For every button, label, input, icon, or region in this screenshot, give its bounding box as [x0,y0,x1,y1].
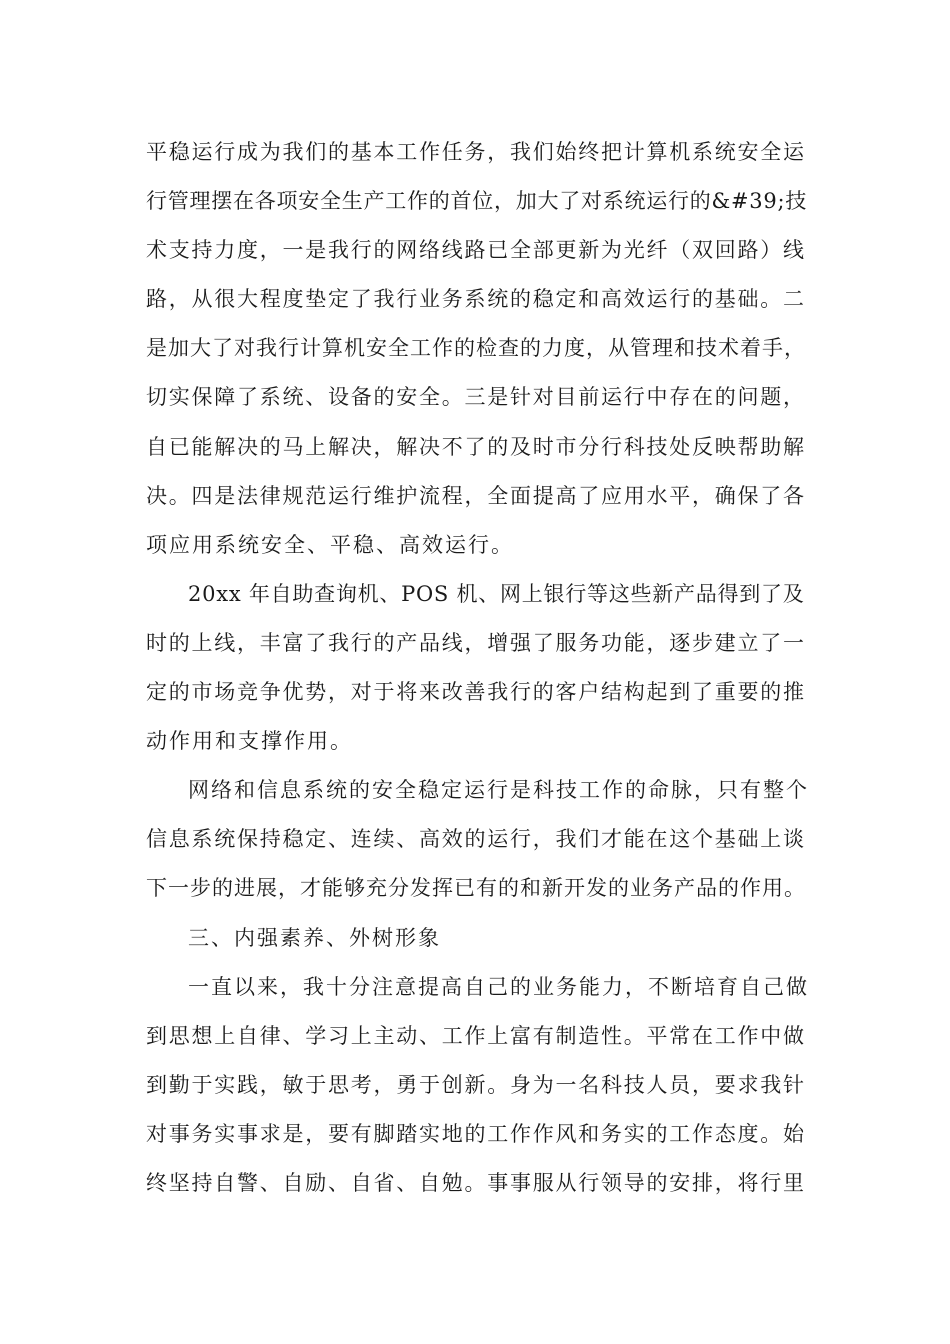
text-line: 定的市场竞争优势，对于将来改善我行的客户结构起到了重要的推 [146,680,806,705]
text-line: 下一步的进展，才能够充分发挥已有的和新开发的业务产品的作用。 [146,876,806,901]
text-line: 决。四是法律规范运行维护流程，全面提高了应用水平，确保了各 [146,483,806,508]
text-line: 一直以来，我十分注意提高自己的业务能力，不断培育自己做 [188,974,809,999]
text-line: 终坚持自警、自励、自省、自勉。事事服从行领导的安排，将行里 [146,1170,806,1195]
text-line: 到勤于实践，敏于思考，勇于创新。身为一名科技人员，要求我针 [146,1072,806,1097]
text-line: 20xx 年自助查询机、POS 机、网上银行等这些新产品得到了及 [188,581,805,606]
text-line: 路，从很大程度垫定了我行业务系统的稳定和高效运行的基础。二 [146,287,806,312]
text-line: 平稳运行成为我们的基本工作任务，我们始终把计算机系统安全运 [146,140,806,164]
text-line: 自已能解决的马上解决，解决不了的及时市分行科技处反映帮助解 [146,434,806,459]
text-line: 切实保障了系统、设备的安全。三是针对目前运行中存在的问题， [146,385,806,410]
text-line: 对事务实事求是，要有脚踏实地的工作作风和务实的工作态度。始 [146,1121,806,1146]
text-line: 是加大了对我行计算机安全工作的检查的力度，从管理和技术着手， [146,336,806,361]
text-line: 时的上线，丰富了我行的产品线，增强了服务功能，逐步建立了一 [146,630,806,655]
text-line: 行管理摆在各项安全生产工作的首位，加大了对系统运行的&#39;技 [146,189,808,214]
text-line: 术支持力度，一是我行的网络线路已全部更新为光纤（双回路）线 [146,238,806,263]
text-line: 到思想上自律、学习上主动、工作上富有制造性。平常在工作中做 [146,1023,806,1048]
document-body [146,128,810,1208]
text-line: 项应用系统安全、平稳、高效运行。 [146,532,514,557]
text-line: 信息系统保持稳定、连续、高效的运行，我们才能在这个基础上谈 [146,827,806,852]
text-line: 三、内强素养、外树形象 [188,925,441,950]
text-line: 动作用和支撑作用。 [146,729,353,754]
text-line: 网络和信息系统的安全稳定运行是科技工作的命脉，只有整个 [188,778,809,803]
